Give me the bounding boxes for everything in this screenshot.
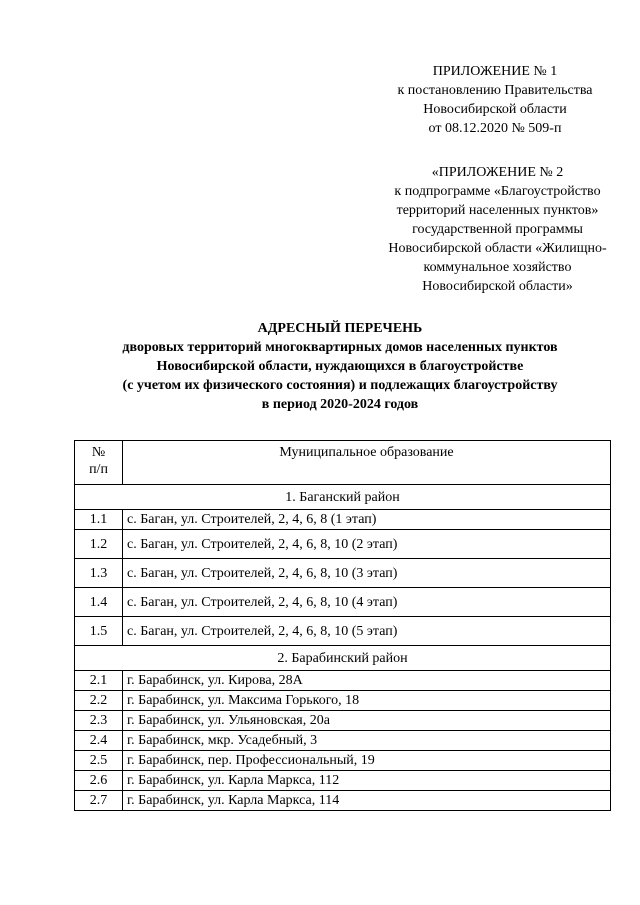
address-table — [74, 440, 611, 811]
table-row — [75, 791, 611, 811]
row-address: с. Баган, ул. Строителей, 2, 4, 6, 8, 10 (4 этап) — [123, 588, 611, 617]
table-row — [75, 731, 611, 751]
appendix-2-line: Новосибирской области «Жилищно- — [388, 241, 607, 256]
appendix-1-line: Новосибирской области — [423, 102, 567, 117]
row-number: 1.5 — [75, 617, 123, 646]
row-number: 2.4 — [75, 731, 123, 751]
table-row — [75, 617, 611, 646]
header-number-cell — [75, 441, 123, 485]
row-address: с. Баган, ул. Строителей, 2, 4, 6, 8, 10 (3 этап) — [123, 559, 611, 588]
row-address: с. Баган, ул. Строителей, 2, 4, 6, 8, 10 (5 этап) — [123, 617, 611, 646]
table-header-row — [75, 441, 611, 485]
row-number: 1.2 — [75, 530, 123, 559]
district-title: 2. Барабинский район — [75, 646, 611, 671]
row-number: 2.7 — [75, 791, 123, 811]
appendix-2-header — [355, 163, 640, 296]
row-address: с. Баган, ул. Строителей, 2, 4, 6, 8 (1 этап) — [123, 510, 611, 530]
row-address: г. Барабинск, ул. Кирова, 28А — [123, 671, 611, 691]
table-row — [75, 588, 611, 617]
row-number: 1.4 — [75, 588, 123, 617]
table-row — [75, 771, 611, 791]
document-title — [60, 319, 620, 414]
appendix-1-line: от 08.12.2020 № 509-п — [428, 121, 562, 136]
appendix-2-line: коммунальное хозяйство — [423, 260, 572, 275]
appendix-1-line: к постановлению Правительства — [397, 83, 593, 98]
appendix-1-header — [360, 62, 630, 138]
row-address: г. Барабинск, ул. Ульяновская, 20а — [123, 711, 611, 731]
row-address: с. Баган, ул. Строителей, 2, 4, 6, 8, 10 (2 этап) — [123, 530, 611, 559]
row-address: г. Барабинск, мкр. Усадебный, 3 — [123, 731, 611, 751]
district-row — [75, 646, 611, 671]
row-number: 2.2 — [75, 691, 123, 711]
table-row — [75, 711, 611, 731]
row-number: 2.6 — [75, 771, 123, 791]
header-name-cell: Муниципальное образование — [123, 441, 611, 485]
appendix-2-line: государственной программы — [412, 222, 583, 237]
title-line: в период 2020-2024 годов — [261, 397, 419, 412]
table-row — [75, 559, 611, 588]
row-address: г. Барабинск, пер. Профессиональный, 19 — [123, 751, 611, 771]
appendix-2-line: к подпрограмме «Благоустройство — [394, 184, 601, 199]
title-line: (с учетом их физического состояния) и подлежащих благоустройству — [122, 378, 558, 393]
appendix-2-line: «ПРИЛОЖЕНИЕ № 2 — [431, 165, 564, 180]
district-title: 1. Баганский район — [75, 485, 611, 510]
title-line: дворовых территорий многоквартирных домов населенных пунктов — [122, 340, 558, 355]
table-row — [75, 671, 611, 691]
table-row — [75, 510, 611, 530]
row-address: г. Барабинск, ул. Карла Маркса, 112 — [123, 771, 611, 791]
row-number: 2.3 — [75, 711, 123, 731]
row-address: г. Барабинск, ул. Карла Маркса, 114 — [123, 791, 611, 811]
table-row — [75, 751, 611, 771]
table-row — [75, 691, 611, 711]
row-address: г. Барабинск, ул. Максима Горького, 18 — [123, 691, 611, 711]
row-number: 2.5 — [75, 751, 123, 771]
appendix-1-line: ПРИЛОЖЕНИЕ № 1 — [432, 64, 558, 79]
appendix-2-line: Новосибирской области» — [422, 279, 573, 294]
row-number: 1.1 — [75, 510, 123, 530]
row-number: 1.3 — [75, 559, 123, 588]
title-line: АДРЕСНЫЙ ПЕРЕЧЕНЬ — [257, 321, 423, 336]
appendix-2-line: территорий населенных пунктов» — [396, 203, 599, 218]
title-line: Новосибирской области, нуждающихся в благоустройстве — [156, 359, 524, 374]
district-row — [75, 485, 611, 510]
row-number: 2.1 — [75, 671, 123, 691]
header-number-symbol: № — [91, 445, 106, 460]
table-row — [75, 530, 611, 559]
header-number-abbr: п/п — [89, 462, 108, 477]
